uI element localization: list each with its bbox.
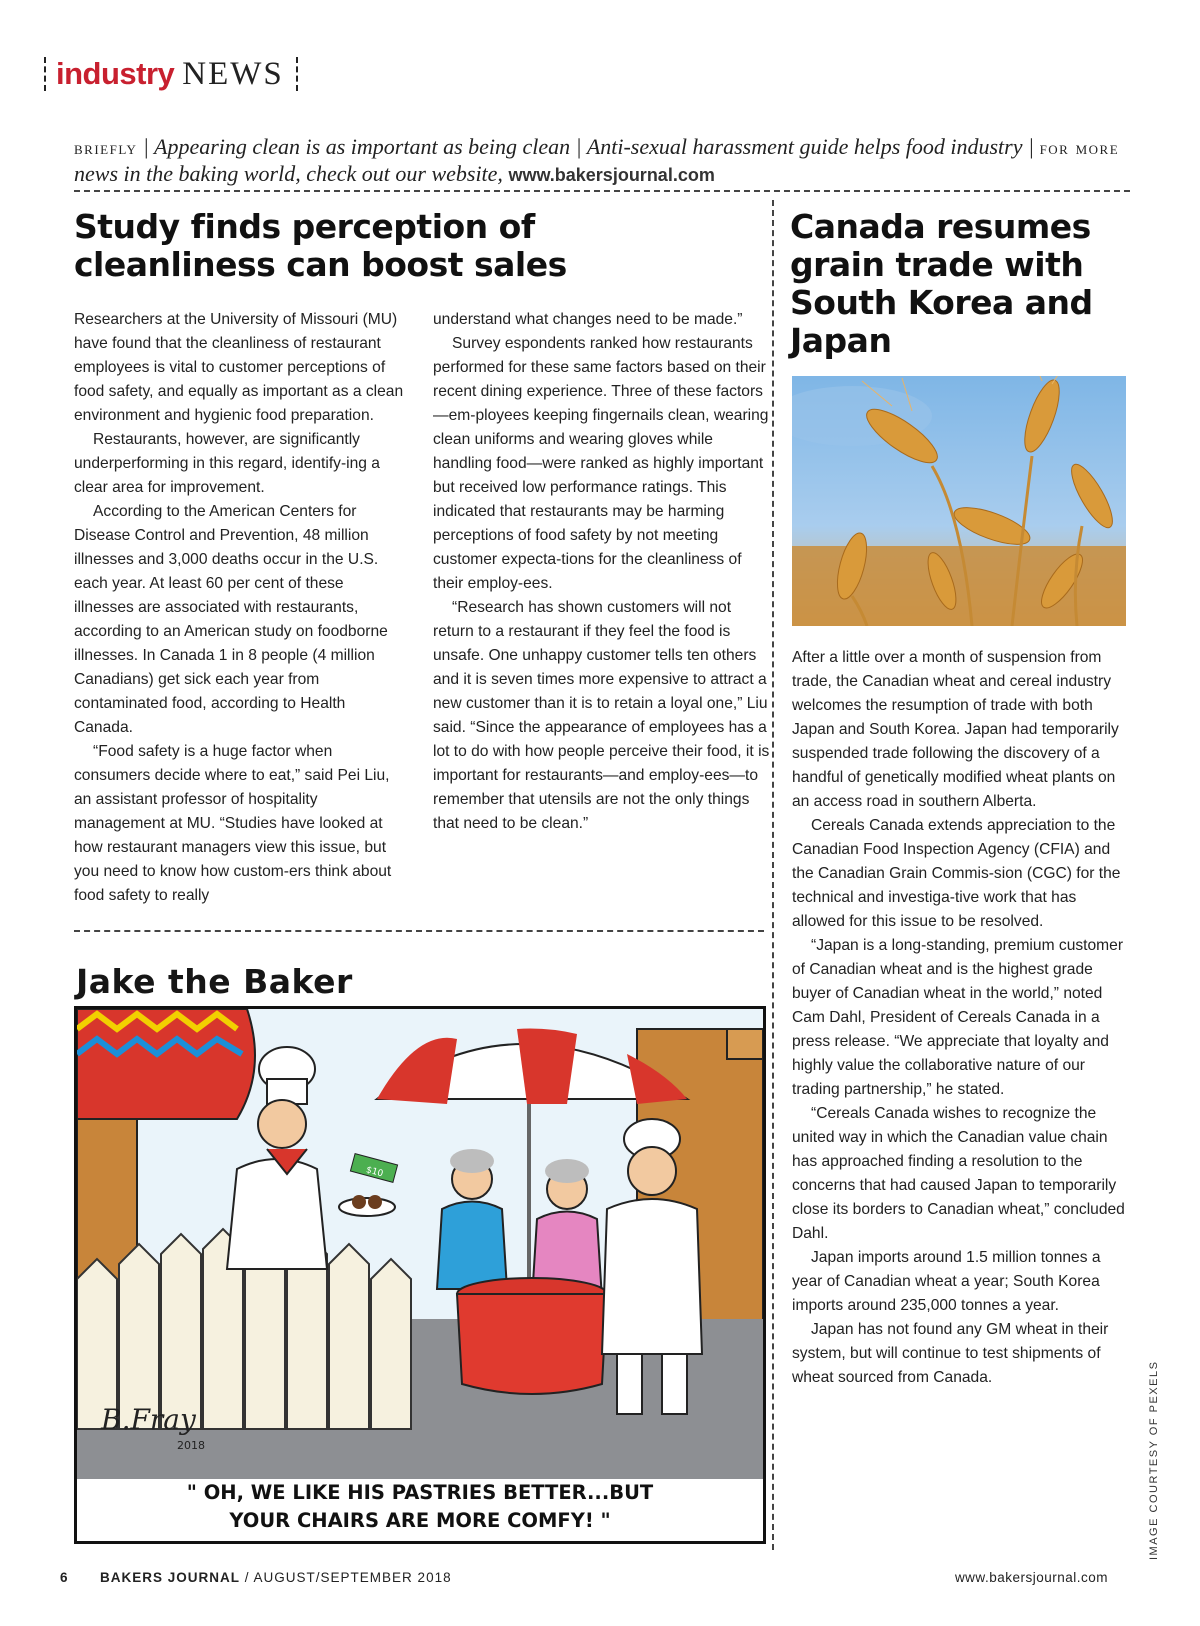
photo-credit: IMAGE COURTESY OF PEXELS (1148, 1360, 1160, 1560)
paragraph: “Cereals Canada wishes to recognize the united way in which the Canadian value chain has approached finding a resolution to the concerns that had caused Japan to temporarily close its borders to Canadian wheat,” concluded Dahl. (792, 1105, 1125, 1242)
paragraph: After a little over a month of suspension from trade, the Canadian wheat and cereal industry welcomes the resumption of trade with both Japan and South Korea. Japan had temporarily suspended trade following the discovery of a handful of genetically modified wheat plants on an access road in southern Alberta. (792, 649, 1119, 810)
comic-caption-line: YOUR CHAIRS ARE MORE COMFY! " (229, 1509, 611, 1532)
wheat-photo-image (792, 376, 1126, 626)
briefly-bar: briefly | Appearing clean is as important as being clean | Anti-sexual harassment guide helps food industry | for more news in the baking world, check out our website, www.bakersjournal.com (74, 134, 1120, 186)
comic-caption-line: " OH, WE LIKE HIS PASTRIES BETTER...BUT (186, 1481, 654, 1504)
article-column-3 (792, 646, 1130, 1390)
artist-signature: B.Fray (101, 1403, 196, 1436)
section-label-industry: industry (56, 56, 175, 91)
artist-year: 2018 (177, 1439, 205, 1452)
briefly-item[interactable]: Appearing clean is as important as being clean (154, 134, 571, 159)
article-column-2 (433, 308, 771, 836)
paragraph: Researchers at the University of Missouri (MU) have found that the cleanliness of restaurant employees is vital to customer perceptions of food safety, and equally as important as a clean environment and hygienic food preparation. (74, 311, 404, 424)
article-column-1 (74, 308, 404, 908)
paragraph: Cereals Canada extends appreciation to the Canadian Food Inspection Agency (CFIA) and the Canadian Grain Commis-sion (CGC) for the technical and investiga-tive work that has allowed for this issue to be resolved. (792, 817, 1121, 930)
comic-caption (77, 1479, 763, 1535)
briefly-label: briefly (74, 138, 138, 159)
briefly-more-text: news in the baking world, check out our website, (74, 161, 503, 186)
issue-date: / AUGUST/SEPTEMBER 2018 (244, 1570, 452, 1585)
comic-illustration (77, 1009, 763, 1479)
paragraph: “Research has shown customers will not return to a restaurant if they feel the food is unsafe. One unhappy customer tells ten others and it is seven times more expensive to attract a new customer than it is to retain a loyal one,” Liu said. “Since the appearance of employees has a lot to do with how people perceive their food, it is important for restaurants—and employ-ees—to remember that utensils are not the only things that need to be clean.” (433, 599, 770, 832)
website-link[interactable]: www.bakersjournal.com (508, 165, 715, 185)
paragraph: According to the American Centers for Disease Control and Prevention, 48 million illnesses and 3,000 deaths occur in the U.S. each year. At least 60 per cent of these illnesses are associated with restaurants, according to an American study on foodborne illnesses. In Canada 1 in 8 people (4 million Canadians) get sick each year from contaminated food, according to Health Canada. (74, 503, 388, 736)
headline-grain-trade: Canada resumes grain trade with South Korea and Japan (790, 207, 1093, 360)
magazine-name: BAKERS JOURNAL (100, 1570, 241, 1585)
column-divider (772, 200, 774, 1550)
wheat-photo (792, 376, 1126, 626)
article-bottom-rule (74, 930, 764, 932)
header-divider-left (44, 57, 46, 91)
briefly-item[interactable]: Anti-sexual harassment guide helps food industry (586, 134, 1023, 159)
magazine-issue (100, 1570, 452, 1585)
briefly-more-label: for more (1039, 138, 1120, 159)
money-note-label: $10 (364, 1165, 385, 1180)
paragraph: Restaurants, however, are significantly underperforming in this regard, identify-ing a clear area for improvement. (74, 431, 380, 496)
section-header (44, 52, 298, 96)
paragraph: “Japan is a long-standing, premium customer of Canadian wheat and is the highest grade buyer of Canadian wheat in the world,” noted Cam Dahl, President of Cereals Canada in a press release. “We appreciate that loyalty and highly value the collaborative nature of our trading partnership,” he stated. (792, 937, 1124, 1098)
paragraph: “Food safety is a huge factor when consumers decide where to eat,” said Pei Liu, an assistant professor of hospitality management at MU. “Studies have looked at how restaurant managers view this issue, but you need to know how custom-ers think about food safety to really (74, 743, 392, 904)
paragraph: Survey espondents ranked how restaurants performed for these same factors based on their recent dining experience. Three of these factors—em-ployees keeping fingernails clean, wearing clean uniforms and wearing gloves while handling food—were ranked as highly important but received low performance ratings. This indicated that restaurants may be harming perceptions of food safety by not meeting customer expecta-tions for the cleanliness of their employ-ees. (433, 335, 769, 592)
section-label-news: NEWS (182, 55, 284, 92)
comic-title: Jake the Baker (76, 962, 353, 1001)
paragraph: understand what changes need to be made.” (433, 311, 743, 328)
headline-cleanliness-study: Study finds perception of cleanliness can boost sales (74, 207, 567, 284)
header-divider-right (296, 57, 298, 91)
comic-strip (74, 1006, 766, 1544)
footer-url[interactable]: www.bakersjournal.com (954, 1570, 1108, 1585)
paragraph: Japan has not found any GM wheat in their system, but will continue to test shipments of wheat sourced from Canada. (792, 1321, 1109, 1386)
paragraph: Japan imports around 1.5 million tonnes a year of Canadian wheat a year; South Korea imports around 235,000 tonnes a year. (792, 1249, 1101, 1314)
top-rule (74, 190, 1130, 192)
page-number: 6 (60, 1570, 69, 1585)
